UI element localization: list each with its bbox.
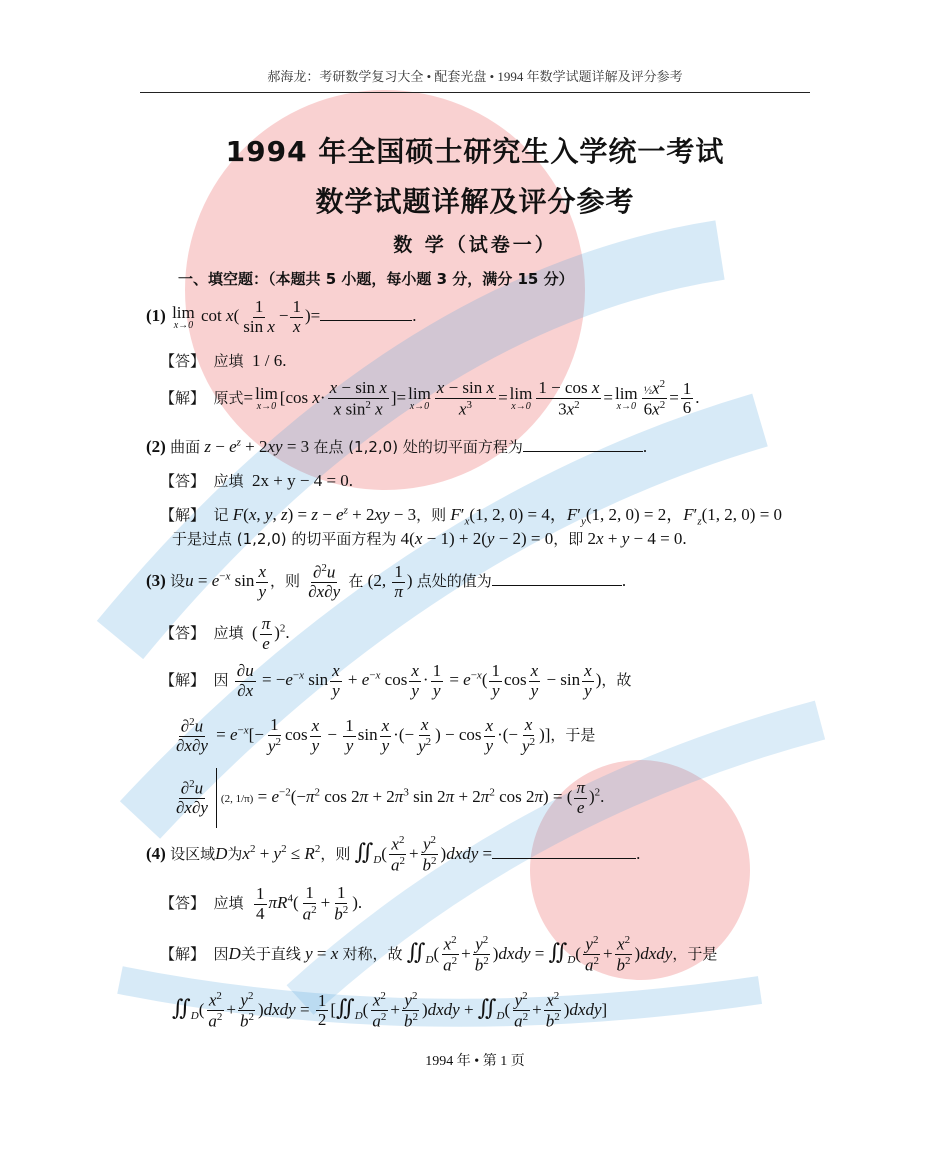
q2-solution-1: 【解】 记 F(x, y, $z) = z - e^z + 2xy - 3$，则 $F'_x(1$, 2, 0) = 4，$F'_y(1$, 2, 0) = 2，$F'_z(1$, 2, 0) = 0 (160, 504, 783, 528)
q3-solution-1: 【解】 因 $\frac{\partial u}{\partial x}$ = $-e^{-x}$ sin $\frac{x}{y}$ + $e^{-x}$ cos $\frac{x}{y}$ · $\frac{1}{y}$ = $e^{-x}$( $\frac{1}{y}$ cos $\frac{x}{y}$ − sin $\frac{x}{y}$ )，故 (160, 661, 632, 700)
q1-answer-value: 1 / 6. (252, 351, 287, 370)
q2-answer-value: 2x + y − 4 = 0. (252, 471, 354, 490)
q3-solution-2: $\frac{\partial^2u}{\partial x\partial y}$ = $e^{-x}[-$ $\frac{1}{y^2}$ cos $\frac{x}{y}$ − $\frac{1}{y}$ sin $\frac{x}{y}$ ·(− $\frac{x}{y^2}$ ) − cos $\frac{x}{y}$ ·(− $\frac{x}{y^2}$ )]，于是 (176, 715, 596, 756)
q2-solution-2: 于是过点 (1,2,0) 的切平面方程为 4(x − 1) + 2(y − 2) = 0，即 2x + y − 4 = 0. (172, 529, 687, 548)
title-line-2: 数学试题详解及评分参考 (315, 185, 635, 218)
q3-answer: 【答】 应填 ( $\frac{\pi}{e}$ )$^2$. (160, 614, 290, 653)
page-footer: 1994 年 • 第 1 页 (425, 1054, 525, 1069)
q1-statement: (1) lim x→0 cot x( $\frac{1}{\text{sin x}}$ − $\frac{1}{x}$ )= . (146, 297, 417, 336)
q1-solution: 【解】 原式= lim x→0 [cos x· $\frac{\text{x − sin x}}{x \sin^2 x}$ ]= lim x→0 $\frac{\text{x − sin x}}{x^3}$ = lim x→0 $\frac{\text{1 − cos x}}{3x^2}$ = lim x→0 $\frac{\frac{1}{2}x^2}{6x^2}$ = $\frac{1}{6}$ . (160, 377, 700, 419)
q1-number: (1) (146, 306, 166, 326)
q2-statement: (2) 曲面 $z - e^z + 2xy = 3$ 在点 (1,2,0) 处的切平面方程为 . (146, 436, 648, 456)
q4-answer: 【答】 应填 $\frac{1}{4}$ $\pi R^4$( $\frac{1}{a^2}$ + $\frac{1}{b^2}$ ). (160, 883, 363, 924)
q3-statement: (3) 设$u = e^{-x}$ sin $\frac{x}{y}$ ，则 $\frac{\partial^2u}{\partial x\partial y}$ 在 (2, $\frac{1}{\pi}$ ) 点处的值为 . (146, 561, 627, 602)
q4-statement: (4) 设区域D为$x^2 + y^2 \le R^2$，则 $∬_D$( $\frac{x^2}{a^2}$ + $\frac{y^2}{b^2}$ )dxdy = . (146, 834, 641, 875)
q1-answer: 【答】 应填 1 / 6. (160, 351, 287, 370)
q4-solution-2: $∬_D$( $\frac{x^2}{a^2}$ + $\frac{y^2}{b^2}$ )dxdy = $\frac{1}{2}$ [$∬_D$( $\frac{x^2}{a^2}$ + $\frac{y^2}{b^2}$ )dxdy + $∬_D$( $\frac{y^2}{a^2}$ + $\frac{x^2}{b^2}$ )dxdy] (172, 990, 608, 1031)
q2-answer: 【答】 应填 2x + y − 4 = 0. (160, 471, 354, 490)
title-line-1: 1994 年全国硕士研究生入学统一考试 (225, 135, 725, 168)
header-divider (140, 92, 810, 93)
q4-solution-1: 【解】 因D关于直线 y = x 对称，故 $∬_D$( $\frac{x^2}{a^2}$ + $\frac{y^2}{b^2}$ )dxdy = $∬_D$( $\frac{y^2}{a^2}$ + $\frac{x^2}{b^2}$ )dxdy，于是 (160, 934, 718, 975)
section-heading: 一、填空题：（本题共 5 小题，每小题 3 分，满分 15 分） (178, 270, 574, 288)
title-line-3: 数 学（试卷一） (393, 234, 557, 256)
q3-solution-3: $\frac{\partial^2u}{\partial x\partial y}$ (2, $1/\pi) = e^{-2}(-\pi^2$ $\cos 2\pi + 2\pi^3$ $\sin 2\pi + 2\pi^2$ cos 2π) = ( $\frac{\pi}{e}$ )$^2$. (172, 768, 604, 828)
running-header: 郝海龙：考研数学复习大全 • 配套光盘 • 1994 年数学试题详解及评分参考 (267, 69, 683, 84)
